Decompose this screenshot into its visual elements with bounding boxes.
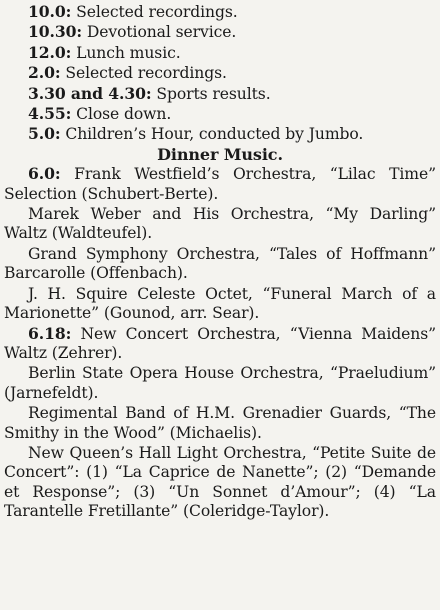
program-entry	[4, 284, 436, 324]
entry-text: Grand Symphony Orchestra, “Tales of Hoffmann” Barcarolle (Offenbach).	[4, 244, 436, 283]
entry-time: 3.30 and 4.30:	[28, 83, 152, 103]
program-entry	[4, 22, 436, 42]
entry-text: J. H. Squire Celeste Octet, “Funeral March of a Marionette” (Gounod, arr. Sear).	[4, 284, 436, 323]
entry-text: Sports results.	[151, 84, 271, 103]
entry-time: 6.0:	[28, 164, 61, 184]
program-entry	[4, 2, 436, 22]
program-entry	[4, 363, 436, 403]
entry-text: Lunch music.	[71, 43, 181, 62]
program-entry	[4, 244, 436, 284]
entry-text: New Queen’s Hall Light Orchestra, “Petite Suite de Concert”: (1) “La Caprice de Nanette”; (2) “Demande et Response”; (3) “Un Sonnet d’Amour”; (4) “La Tarantelle Fretillante” (Coleridge-Taylor).	[4, 443, 436, 521]
entry-text: Devotional service.	[82, 23, 237, 42]
program-entry	[4, 324, 436, 364]
entry-time: 6.18:	[28, 323, 72, 343]
entry-text: New Concert Orchestra, “Vienna Maidens” Waltz (Zehrer).	[4, 324, 436, 362]
program-entry	[4, 124, 436, 144]
section-heading: Dinner Music.	[157, 144, 283, 164]
entry-text: Frank Westfield’s Orchestra, “Lilac Time” Selection (Schubert-Berte).	[4, 165, 436, 203]
program-entry	[4, 43, 436, 63]
entry-text: Close down.	[71, 105, 172, 124]
entry-text: Children’s Hour, conducted by Jumbo.	[60, 125, 364, 144]
program-entry	[4, 443, 436, 522]
entry-text: Selected recordings.	[71, 3, 238, 21]
program-entry	[4, 84, 436, 104]
program-entry	[4, 204, 436, 244]
entry-time: 4.55:	[28, 104, 72, 124]
entry-time: 2.0:	[28, 63, 61, 83]
entry-time: 10.30:	[28, 22, 82, 42]
entry-time: 10.0:	[28, 2, 72, 21]
entry-text: Marek Weber and His Orchestra, “My Darling” Waltz (Waldteufel).	[4, 205, 436, 243]
entry-text: Regimental Band of H.M. Grenadier Guards, “The Smithy in the Wood” (Michaelis).	[4, 404, 436, 442]
entry-time: 12.0:	[28, 42, 72, 62]
program-entry	[4, 403, 436, 443]
program-entry	[4, 104, 436, 124]
entry-text: Berlin State Opera House Orchestra, “Praeludium” (Jarnefeldt).	[4, 364, 436, 402]
entry-time: 5.0:	[28, 124, 61, 144]
program-entry	[4, 164, 436, 204]
entry-text: Selected recordings.	[60, 64, 227, 83]
program-entry	[4, 63, 436, 83]
